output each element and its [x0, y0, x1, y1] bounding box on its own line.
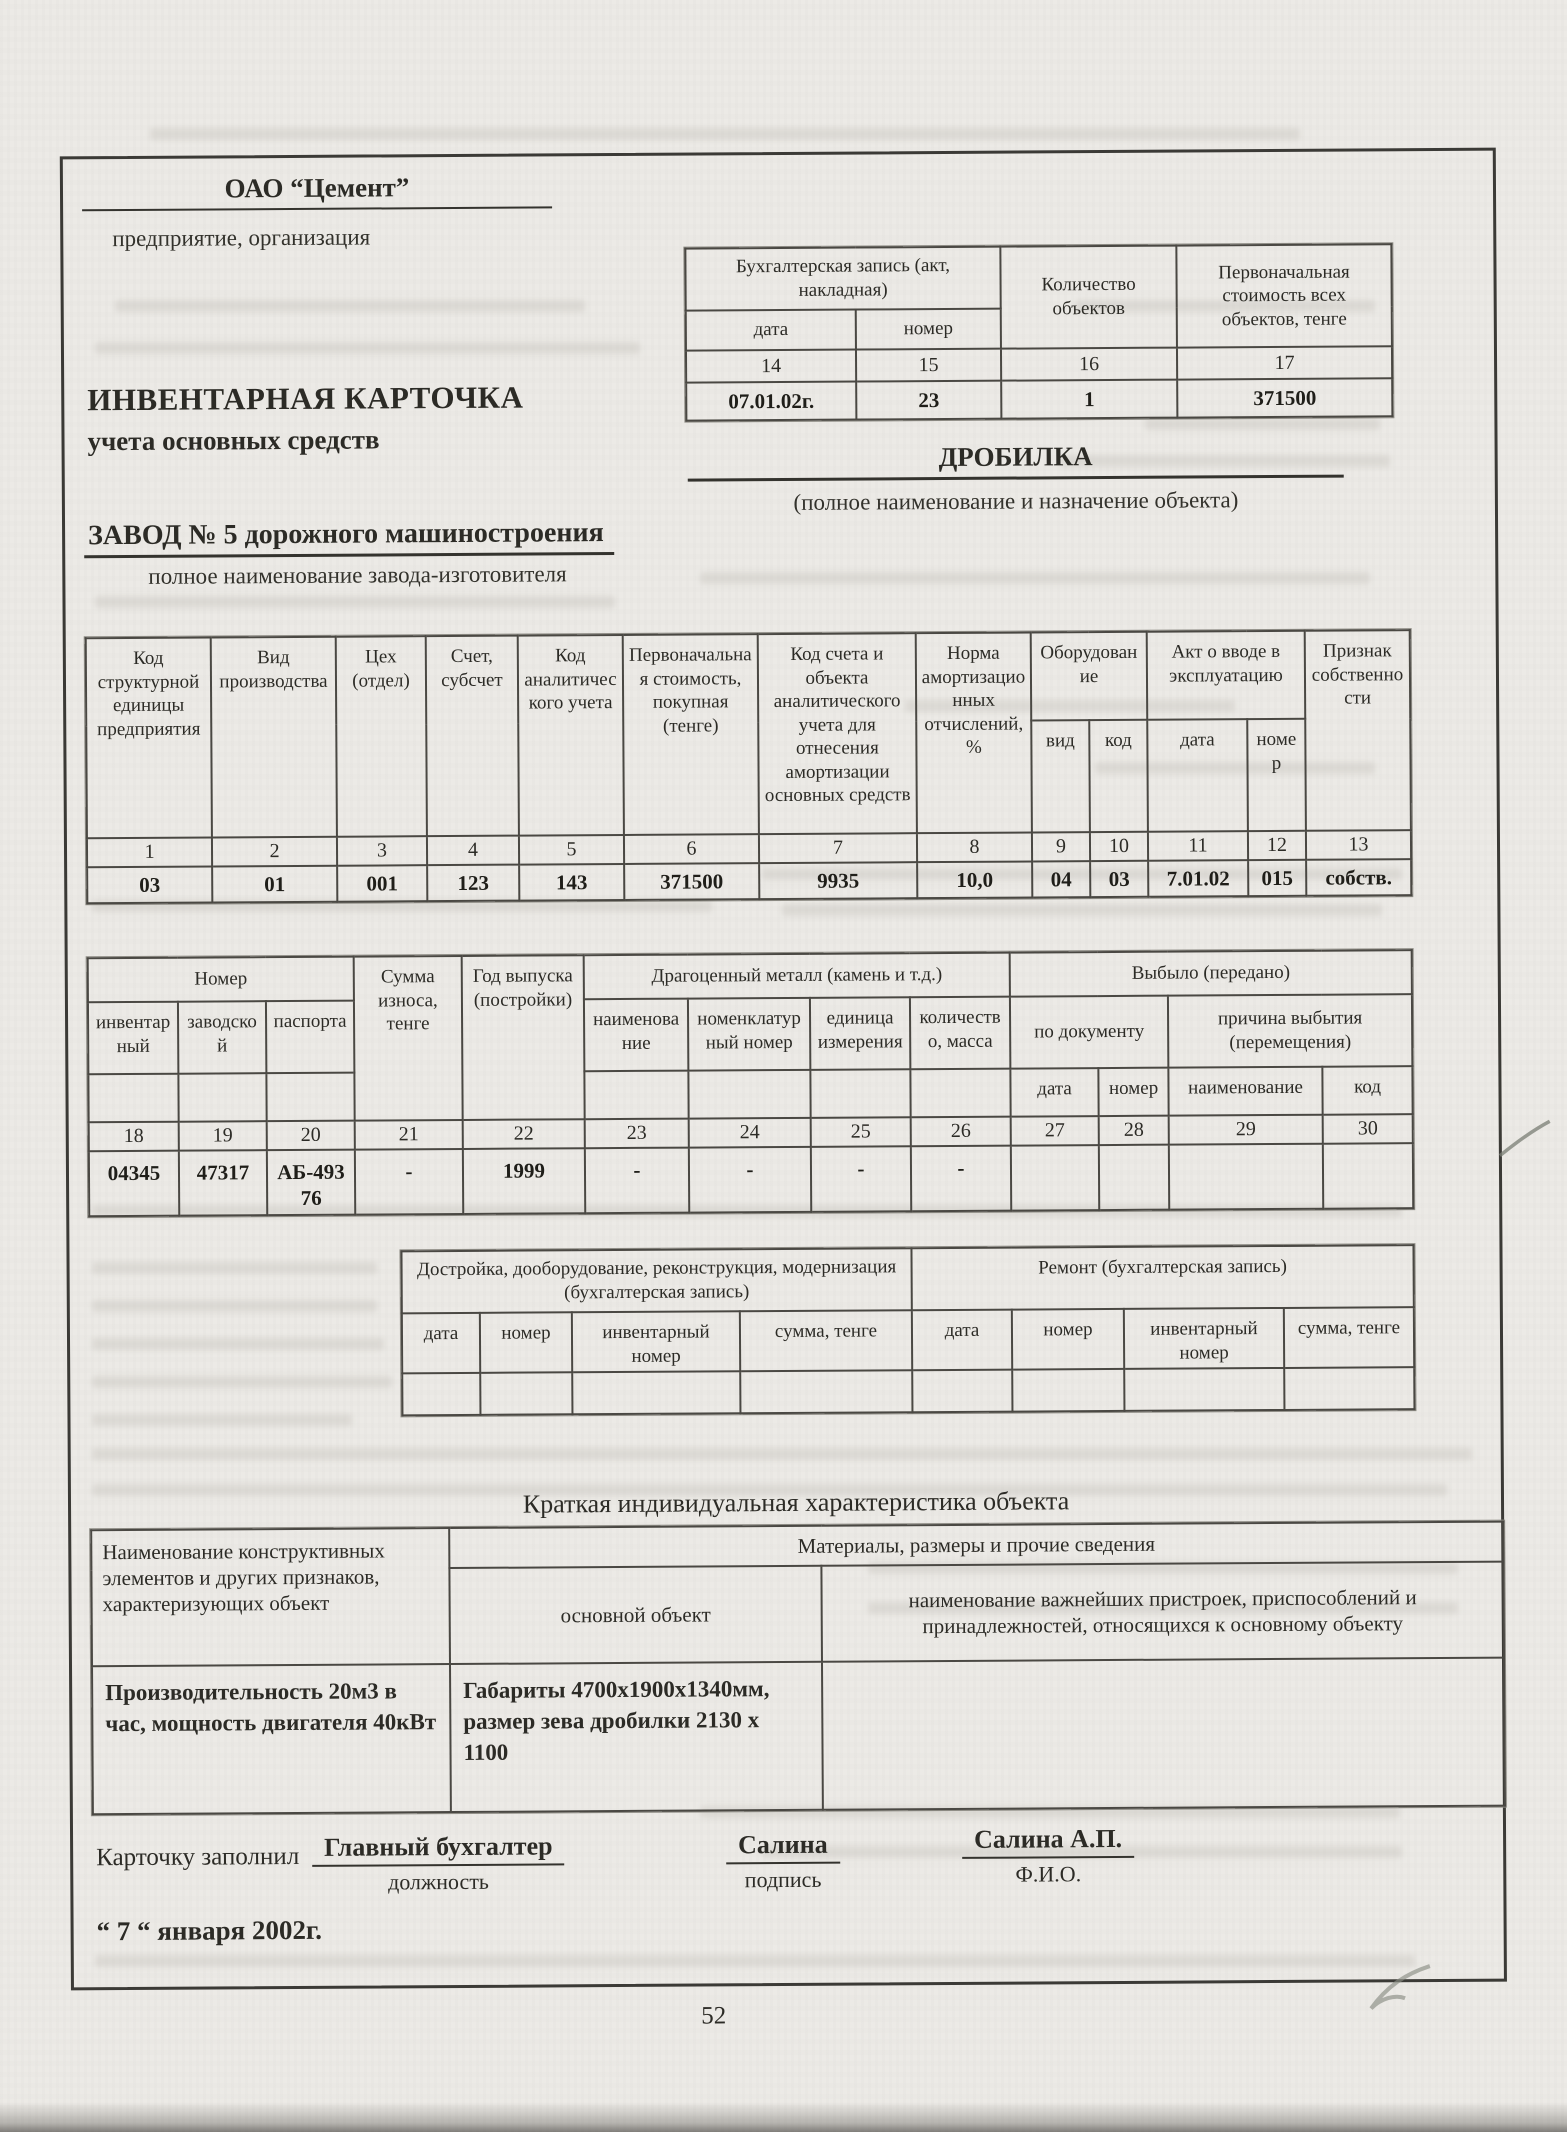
- column-number-cell: 5: [519, 835, 624, 864]
- empty-cell: [480, 1372, 572, 1415]
- header-cell: Акт о вводе в эксплуатацию: [1147, 631, 1306, 720]
- column-number-cell: 18: [89, 1122, 179, 1151]
- column-number-cell: 6: [624, 834, 759, 864]
- card-subtitle: учета основных средств: [87, 424, 380, 457]
- header-cell: наименование: [584, 999, 688, 1072]
- value-cell: 1999: [463, 1148, 585, 1214]
- column-number-cell: 16: [1001, 348, 1177, 381]
- value-cell: -: [585, 1147, 689, 1213]
- column-number-cell: 25: [811, 1117, 911, 1146]
- fio-block: [962, 1824, 1134, 1888]
- header-cell: Номер: [88, 957, 354, 1003]
- value-cell: [1099, 1144, 1169, 1209]
- column-number-cell: 14: [686, 350, 856, 383]
- header-cell: единица измерения: [810, 997, 910, 1070]
- scan-edge-shadow: [0, 2102, 1567, 2132]
- table-row: [686, 378, 1392, 420]
- table-row: [89, 1143, 1413, 1216]
- value-cell: 7.01.02: [1148, 860, 1248, 897]
- header-cell: номенклатурный номер: [688, 998, 810, 1071]
- value-cell: 47317: [179, 1150, 267, 1216]
- header-cell: причина выбытия (перемещения): [1168, 994, 1412, 1067]
- column-number-cell: 21: [355, 1120, 463, 1149]
- empty-cell: [912, 1370, 1012, 1413]
- column-number-cell: 2: [212, 837, 337, 867]
- position-caption: должность: [388, 1868, 490, 1895]
- table-row: [88, 1066, 1412, 1122]
- column-number-cell: 4: [427, 836, 519, 865]
- column-number-cell: 23: [585, 1119, 689, 1148]
- pen-mark: [1355, 1958, 1440, 2019]
- header-cell: Код счета и объекта аналитического учета для отнесения амортизации основных средств: [758, 633, 917, 834]
- header-cell: Выбыло (передано): [1010, 950, 1412, 996]
- empty-cell: [266, 1073, 354, 1122]
- header-cell: сумма, тенге: [740, 1310, 912, 1371]
- header-cell: номер: [1247, 719, 1306, 831]
- value-cell: 001: [337, 865, 427, 902]
- header-cell: код: [1089, 720, 1148, 832]
- header-cell: Первоначальная стоимость, покупная (тенге): [623, 634, 759, 835]
- header-cell: номер: [1098, 1068, 1168, 1116]
- column-number-cell: 30: [1323, 1114, 1413, 1143]
- header-cell: дата: [402, 1313, 480, 1374]
- header-cell: инвентарный номер: [572, 1311, 740, 1372]
- header-cell: Признак собственности: [1305, 630, 1411, 831]
- header-cell: Код аналитического учета: [518, 635, 624, 836]
- registry-table: [87, 949, 1415, 1217]
- value-cell: [1323, 1143, 1413, 1209]
- header-cell: Бухгалтерская запись (акт, накладная): [685, 247, 1000, 311]
- main-accounting-table: [85, 629, 1413, 904]
- column-number-cell: 26: [911, 1117, 1011, 1146]
- empty-cell: [572, 1371, 740, 1414]
- header-cell: номер: [480, 1312, 572, 1373]
- column-number-cell: 15: [856, 349, 1001, 382]
- header-cell: инвентарный номер: [1124, 1308, 1284, 1369]
- value-cell: собств.: [1306, 859, 1411, 896]
- header-cell: Драгоценный металл (камень и т.д.): [584, 953, 1010, 1000]
- fio-value: Салина А.П.: [962, 1824, 1134, 1859]
- fio-caption: Ф.И.О.: [1015, 1861, 1082, 1887]
- value-cell: 015: [1248, 860, 1306, 896]
- value-cell: -: [689, 1147, 811, 1213]
- card-title: ИНВЕНТАРНАЯ КАРТОЧКА: [87, 379, 524, 418]
- table-row: [87, 859, 1411, 903]
- empty-cell: [1012, 1369, 1124, 1412]
- signature-caption: подпись: [744, 1866, 822, 1893]
- column-number-cell: 17: [1177, 346, 1392, 379]
- header-cell: наименование: [1168, 1067, 1322, 1116]
- empty-cell: [178, 1073, 266, 1122]
- header-cell: номер: [856, 309, 1001, 350]
- accounting-record-table: [684, 243, 1393, 421]
- header-cell: Материалы, размеры и прочие сведения: [449, 1522, 1503, 1568]
- value-cell: -: [911, 1145, 1011, 1211]
- header-cell: количество, масса: [910, 997, 1010, 1070]
- value-cell: 04345: [89, 1150, 179, 1216]
- table-row: [685, 244, 1391, 310]
- header-cell: номер: [1012, 1309, 1124, 1370]
- empty-cell: [910, 1069, 1010, 1118]
- pen-mark: [1495, 1113, 1555, 1163]
- fill-date: “ 7 “ января 2002г.: [96, 1914, 323, 1947]
- manufacturer-caption: полное наименование завода-изготовителя: [148, 561, 567, 589]
- header-cell: инвентарный: [88, 1002, 178, 1075]
- header-cell: Ремонт (бухгалтерская запись): [911, 1245, 1413, 1310]
- column-number-cell: 13: [1306, 830, 1411, 859]
- organization-name: ОАО “Цемент”: [82, 171, 552, 211]
- header-cell: вид: [1031, 720, 1090, 832]
- page-number: 52: [701, 2002, 727, 2030]
- empty-cell: [1124, 1368, 1284, 1411]
- header-cell: Первоначальная стоимость всех объектов, тенге: [1176, 244, 1392, 347]
- column-number-cell: 12: [1248, 831, 1306, 860]
- column-number-cell: 20: [267, 1121, 355, 1150]
- header-cell: Наименование конструктивных элементов и других признаков, характеризующих объект: [91, 1528, 450, 1666]
- value-cell: 143: [519, 864, 624, 901]
- header-cell: Вид производства: [211, 637, 337, 838]
- position-signature-block: [312, 1831, 565, 1896]
- signature-value: Салина: [726, 1830, 840, 1865]
- header-cell: паспорта: [266, 1001, 354, 1074]
- value-cell: [822, 1658, 1505, 1810]
- header-cell: дата: [1147, 719, 1248, 832]
- column-number-cell: 10: [1090, 832, 1148, 861]
- upgrade-repair-table: [400, 1244, 1415, 1416]
- header-cell: заводской: [178, 1001, 266, 1074]
- header-cell: Норма амортизационных отчислений, %: [916, 632, 1032, 833]
- value-cell: 23: [856, 381, 1001, 420]
- value-cell: 1: [1001, 380, 1177, 419]
- column-number-cell: 29: [1169, 1115, 1323, 1145]
- header-cell: дата: [912, 1310, 1012, 1371]
- filled-by-label: Карточку заполнил: [96, 1842, 300, 1872]
- empty-cell: [584, 1071, 688, 1120]
- empty-cell: [688, 1070, 810, 1119]
- value-cell: [1011, 1145, 1099, 1211]
- value-cell: Габариты 4700х1900х1340мм, размер зева дробилки 2130 х 1100: [450, 1662, 823, 1812]
- column-number-cell: 1: [87, 837, 212, 867]
- value-cell: 04: [1032, 861, 1090, 897]
- header-cell: Год выпуска (постройки): [462, 955, 585, 1120]
- table-row: [86, 630, 1411, 726]
- value-cell: -: [811, 1146, 911, 1212]
- value-cell: 371500: [1177, 378, 1392, 417]
- table-row: [88, 994, 1412, 1074]
- position-value: Главный бухгалтер: [312, 1831, 565, 1867]
- value-cell: 03: [1090, 861, 1148, 897]
- value-cell: 01: [212, 866, 337, 903]
- object-name: ДРОБИЛКА: [688, 440, 1344, 482]
- value-cell: 9935: [759, 862, 917, 899]
- value-cell: Производительность 20м3 в час, мощность двигателя 40кВт: [92, 1664, 451, 1814]
- empty-cell: [1284, 1367, 1414, 1410]
- empty-cell: [740, 1370, 912, 1413]
- column-number-cell: 19: [179, 1121, 267, 1150]
- value-cell: 371500: [624, 863, 759, 900]
- object-caption: (полное наименование и назначение объекта): [793, 487, 1239, 515]
- header-cell: сумма, тенге: [1284, 1307, 1414, 1368]
- signature-block: [726, 1830, 840, 1894]
- column-number-cell: 28: [1099, 1116, 1169, 1145]
- value-cell: 03: [87, 866, 212, 903]
- table-row: [402, 1367, 1414, 1415]
- header-cell: код: [1322, 1066, 1412, 1115]
- value-cell: 123: [427, 864, 519, 901]
- organization-caption: предприятие, организация: [112, 224, 371, 252]
- header-cell: дата: [686, 310, 856, 351]
- column-number-cell: 24: [689, 1118, 811, 1148]
- column-number-cell: 9: [1032, 832, 1090, 861]
- header-cell: основной объект: [449, 1566, 822, 1664]
- column-number-cell: 27: [1011, 1116, 1099, 1145]
- column-number-cell: 7: [759, 833, 917, 863]
- table-row: [402, 1307, 1414, 1373]
- header-cell: Счет, субсчет: [426, 636, 519, 837]
- header-cell: Достройка, дооборудование, реконструкция, модернизация (бухгалтерская запись): [401, 1248, 911, 1313]
- manufacturer-name: ЗАВОД № 5 дорожного машиностроения: [84, 517, 614, 558]
- column-number-cell: 8: [917, 832, 1032, 861]
- table-row: [92, 1658, 1505, 1815]
- column-number-cell: 11: [1148, 831, 1248, 860]
- empty-cell: [810, 1069, 910, 1118]
- empty-cell: [402, 1373, 480, 1415]
- header-cell: Цех (отдел): [336, 636, 427, 837]
- header-cell: Количество объектов: [1000, 246, 1177, 349]
- value-cell: АБ-49376: [267, 1149, 355, 1215]
- empty-cell: [88, 1074, 178, 1123]
- characteristics-title: Краткая индивидуальная характеристика объекта: [522, 1486, 1070, 1519]
- column-number-cell: 3: [337, 836, 427, 865]
- header-cell: Код структурной единицы предприятия: [86, 637, 212, 838]
- header-cell: дата: [1010, 1068, 1098, 1117]
- table-row: [686, 346, 1392, 382]
- value-cell: 07.01.02г.: [686, 382, 856, 421]
- value-cell: 10,0: [917, 861, 1032, 898]
- value-cell: [1169, 1144, 1323, 1210]
- value-cell: -: [355, 1149, 463, 1215]
- header-cell: Сумма износа, тенге: [354, 956, 463, 1121]
- column-number-cell: 22: [463, 1119, 585, 1149]
- header-cell: наименование важнейших пристроек, приспособлений и принадлежностей, относящихся к основному объекту: [821, 1562, 1504, 1662]
- header-cell: по документу: [1010, 996, 1168, 1069]
- table-row: [401, 1245, 1413, 1313]
- characteristics-table: [90, 1521, 1506, 1816]
- header-cell: Оборудование: [1031, 632, 1148, 721]
